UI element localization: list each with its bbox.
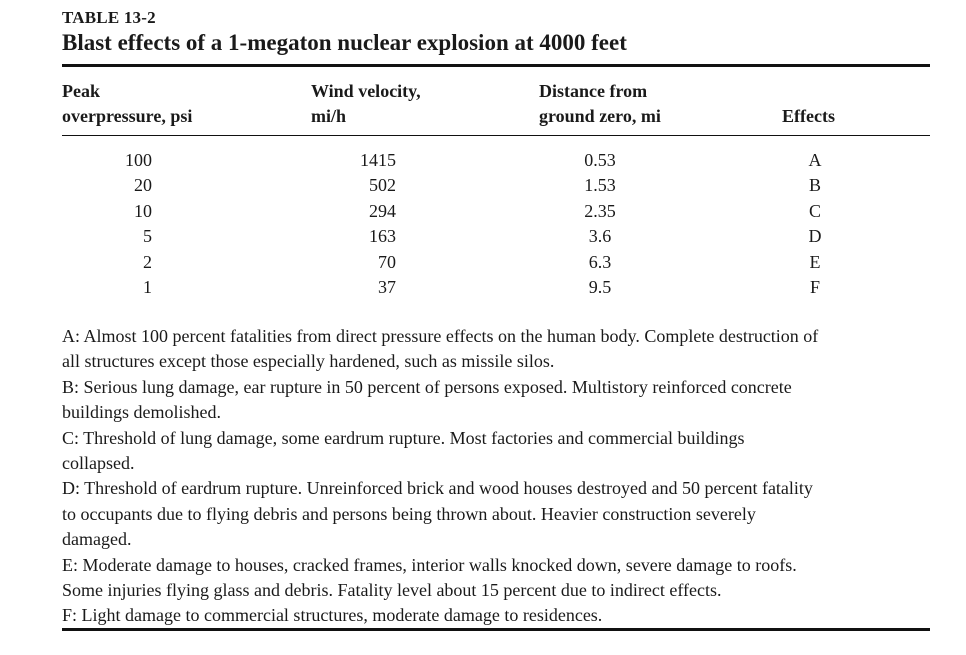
- cell-distance: 1.53: [584, 175, 616, 196]
- header-line: Effects: [782, 106, 835, 126]
- header-distance: [539, 79, 661, 129]
- cell-peak: 10: [134, 200, 152, 221]
- table-row: [0, 148, 966, 173]
- note-line: E: Moderate damage to houses, cracked frames, interior walls knocked down, severe damage to roofs.: [62, 554, 797, 575]
- table-row: [0, 173, 966, 198]
- cell-effect: B: [808, 175, 821, 196]
- cell-distance: 9.5: [588, 276, 612, 297]
- table-row: [0, 250, 966, 275]
- header-peak-overpressure: [62, 79, 192, 129]
- table-row: [0, 224, 966, 249]
- note-line: collapsed.: [62, 453, 135, 474]
- cell-effect: E: [809, 251, 821, 272]
- cell-wind: 70: [378, 251, 396, 272]
- table-row: [0, 199, 966, 224]
- note-f: [62, 603, 928, 628]
- cell-effect: F: [809, 276, 820, 297]
- cell-effect: A: [808, 150, 822, 170]
- cell-wind: 294: [369, 200, 396, 221]
- header-wind-velocity: [311, 79, 421, 129]
- header-line: Wind velocity,: [311, 81, 421, 101]
- cell-wind: 502: [369, 175, 396, 196]
- cell-distance: 3.6: [588, 226, 612, 247]
- cell-wind: 163: [369, 226, 396, 247]
- table-row: [0, 275, 966, 300]
- cell-peak: 20: [134, 175, 152, 196]
- table-title: Blast effects of a 1-megaton nuclear explosion at 4000 feet: [62, 30, 627, 55]
- note-line: B: Serious lung damage, ear rupture in 50 percent of persons exposed. Multistory reinforced concrete: [62, 376, 792, 397]
- note-d: [62, 476, 928, 552]
- header-line: mi/h: [311, 106, 347, 126]
- effects-legend: [62, 324, 928, 629]
- cell-wind: 37: [378, 276, 396, 297]
- cell-wind: 1415: [360, 150, 396, 170]
- note-line: C: Threshold of lung damage, some eardrum rupture. Most factories and commercial buildings: [62, 427, 745, 448]
- note-line: damaged.: [62, 529, 132, 550]
- note-line: all structures except those especially hardened, such as missile silos.: [62, 351, 555, 372]
- note-line: buildings demolished.: [62, 402, 221, 423]
- cell-peak: 2: [143, 251, 152, 272]
- note-b: [62, 375, 928, 426]
- header-line: ground zero, mi: [539, 106, 661, 126]
- note-line: to occupants due to flying debris and persons being thrown about. Heavier construction severely: [62, 503, 756, 524]
- cell-peak: 100: [125, 150, 152, 170]
- cell-effect: C: [808, 200, 821, 221]
- table-body: [0, 148, 966, 300]
- header-line: overpressure, psi: [62, 106, 193, 126]
- note-line: F: Light damage to commercial structures, moderate damage to residences.: [62, 605, 603, 626]
- cell-distance: 2.35: [584, 200, 616, 221]
- note-line: D: Threshold of eardrum rupture. Unreinforced brick and wood houses destroyed and 50 percent fatality: [62, 478, 813, 499]
- header-rule: [62, 135, 930, 136]
- table-number: TABLE 13-2: [62, 8, 156, 27]
- top-rule: [62, 64, 930, 67]
- cell-effect: D: [808, 226, 822, 247]
- cell-distance: 6.3: [588, 251, 612, 272]
- cell-peak: 1: [143, 276, 152, 297]
- note-line: Some injuries flying glass and debris. Fatality level about 15 percent due to indirect effects.: [62, 580, 722, 601]
- cell-distance: 0.53: [584, 150, 616, 170]
- header-effects: [782, 104, 835, 129]
- note-line: A: Almost 100 percent fatalities from direct pressure effects on the human body. Complete destruction of: [62, 326, 819, 346]
- bottom-rule: [62, 628, 930, 631]
- note-a: [62, 324, 928, 375]
- note-c: [62, 426, 928, 477]
- header-line: Peak: [62, 81, 100, 101]
- cell-peak: 5: [143, 226, 152, 247]
- note-e: [62, 553, 928, 604]
- header-line: Distance from: [539, 81, 648, 101]
